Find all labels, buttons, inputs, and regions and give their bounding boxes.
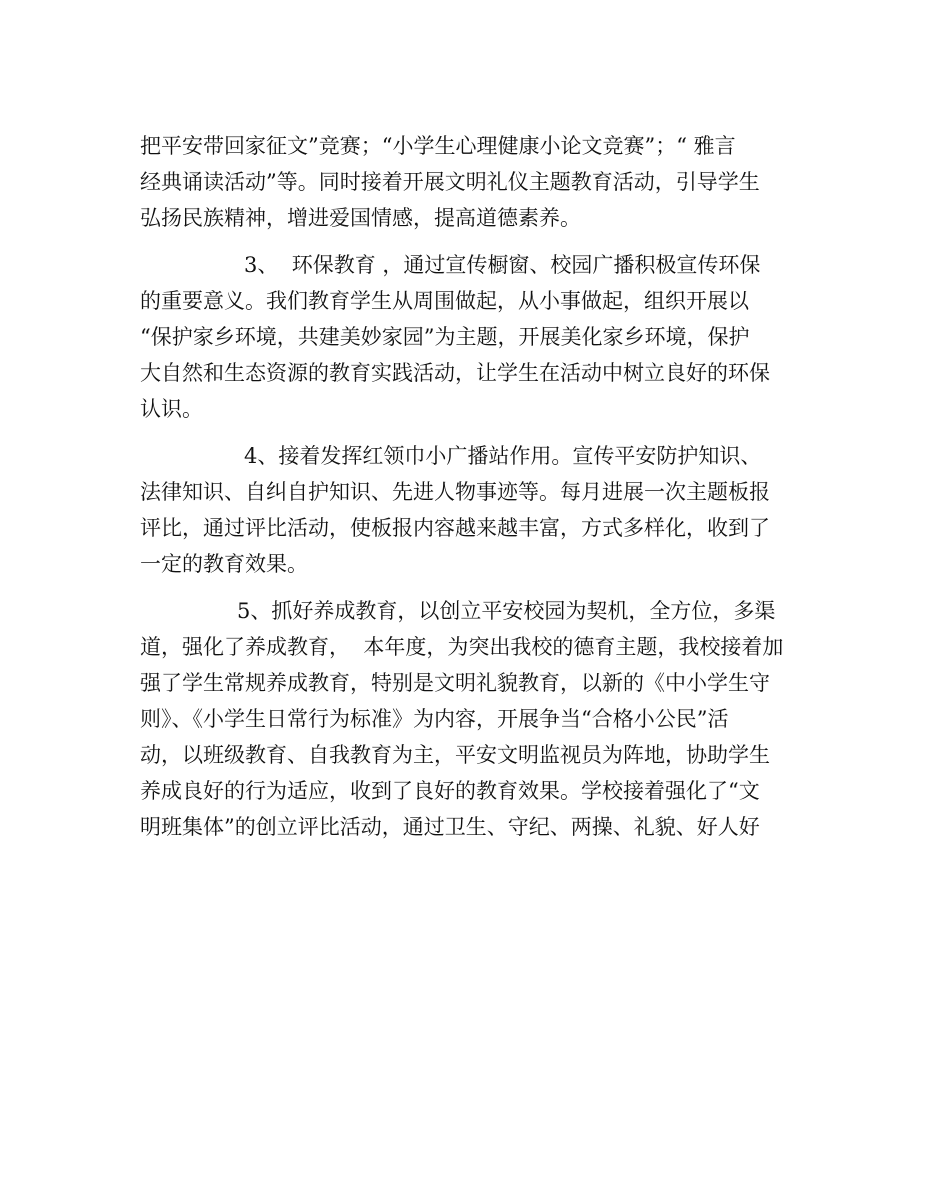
- paragraph: [140, 128, 830, 236]
- text-line: 明班集体”的创立评比活动，通过卫生、守纪、两操、礼貌、好人好: [140, 815, 760, 839]
- paragraph-gap: [140, 582, 830, 593]
- paragraph: [140, 247, 830, 427]
- text-line: 把平安带回家征文”竞赛；“小学生心理健康小论文竞赛”；“ 雅言: [140, 134, 736, 158]
- paragraph: [140, 438, 830, 582]
- text-line: 3、 环保教育 ，通过宣传橱窗、校园广播积极宣传环保: [244, 253, 761, 277]
- text-line: 则》、《小学生日常行为标准》为内容，开展争当“合格小公民”活: [140, 707, 729, 731]
- text-line: 一定的教育效果。: [140, 552, 308, 576]
- text-line: 大自然和生态资源的教育实践活动，让学生在活动中树立良好的环保: [140, 361, 770, 385]
- text-line: 5、抓好养成教育，以创立平安校园为契机，全方位，多渠: [237, 599, 776, 623]
- text-line: 强了学生常规养成教育，特别是文明礼貌教育，以新的《中小学生守: [140, 671, 770, 695]
- text-line: 评比，通过评比活动，使板报内容越来越丰富，方式多样化，收到了: [140, 516, 770, 540]
- document-body: [140, 128, 830, 845]
- text-line: 弘扬民族精神，增进爱国情感，提高道德素养。: [140, 206, 581, 230]
- text-line: 法律知识、自纠自护知识、先进人物事迹等。每月进展一次主题板报: [140, 480, 770, 504]
- text-line: 养成良好的行为适应，收到了良好的教育效果。学校接着强化了“文: [140, 779, 760, 803]
- text-line: 4、接着发挥红领巾小广播站作用。宣传平安防护知识、: [244, 444, 762, 468]
- text-line: 认识。: [140, 397, 203, 421]
- text-line: 道，强化了养成教育， 本年度，为突出我校的德育主题，我校接着加: [140, 635, 784, 659]
- paragraph: [140, 593, 830, 845]
- paragraph-gap: [140, 236, 830, 247]
- text-line: “保护家乡环境，共建美妙家园”为主题，开展美化家乡环境，保护: [140, 325, 750, 349]
- text-line: 的重要意义。我们教育学生从周围做起，从小事做起，组织开展以: [140, 289, 749, 313]
- text-line: 经典诵读活动”等。同时接着开展文明礼仪主题教育活动，引导学生: [140, 170, 760, 194]
- paragraph-gap: [140, 427, 830, 438]
- text-line: 动，以班级教育、自我教育为主，平安文明监视员为阵地，协助学生: [140, 743, 770, 767]
